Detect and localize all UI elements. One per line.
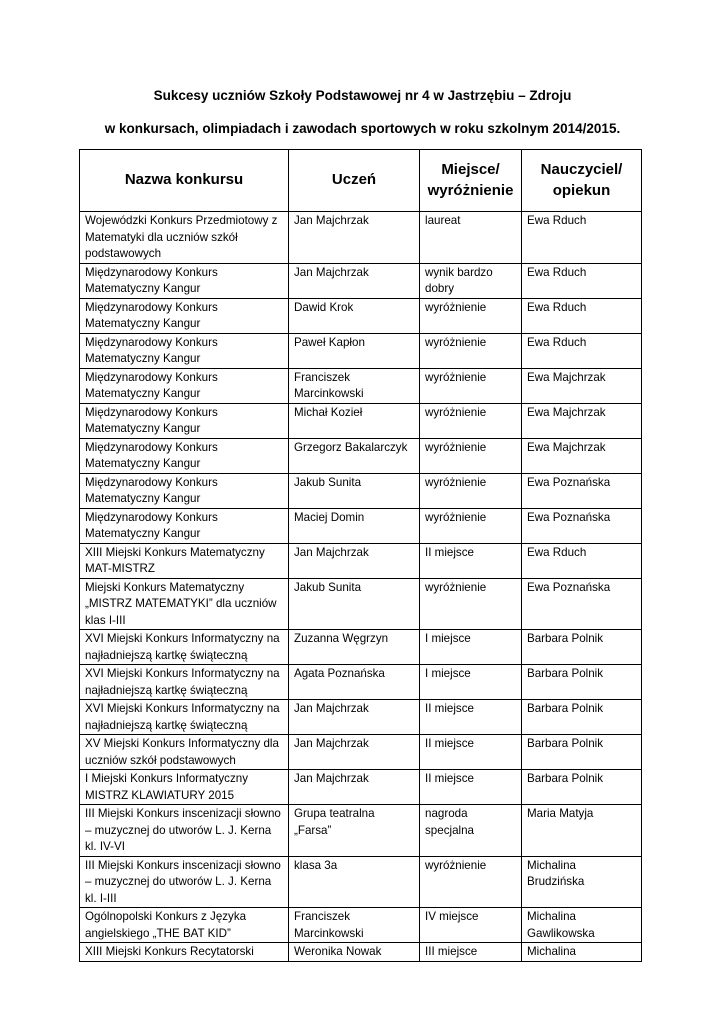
cell-student: Agata Poznańska [289,665,420,700]
cell-teacher: Ewa Rduch [522,263,642,298]
cell-teacher: Ewa Rduch [522,543,642,578]
table-row [80,403,642,438]
cell-contest: I Miejski Konkurs Informatyczny MISTRZ KLAWIATURY 2015 [80,770,289,805]
cell-place: wyróżnienie [420,368,522,403]
header-contest: Nazwa konkursu [80,150,289,212]
cell-contest: Wojewódzki Konkurs Przedmiotowy z Matematyki dla uczniów szkół podstawowych [80,212,289,264]
cell-teacher: Barbara Polnik [522,630,642,665]
table-row [80,438,642,473]
cell-contest: XVI Miejski Konkurs Informatyczny na najładniejszą kartkę świąteczną [80,665,289,700]
cell-place: wyróżnienie [420,333,522,368]
cell-student: Jan Majchrzak [289,770,420,805]
table-row [80,630,642,665]
cell-student: Jan Majchrzak [289,212,420,264]
cell-place: wynik bardzo dobry [420,263,522,298]
results-table [79,149,642,962]
table-row [80,943,642,962]
table-row [80,543,642,578]
cell-contest: XVI Miejski Konkurs Informatyczny na najładniejszą kartkę świąteczną [80,700,289,735]
cell-contest: Międzynarodowy Konkurs Matematyczny Kangur [80,438,289,473]
cell-student: Maciej Domin [289,508,420,543]
header-teacher: Nauczyciel/ opiekun [522,150,642,212]
header-student: Uczeń [289,150,420,212]
cell-student: Jan Majchrzak [289,735,420,770]
table-row [80,298,642,333]
cell-place: wyróżnienie [420,578,522,630]
cell-place: II miejsce [420,700,522,735]
cell-teacher: Michalina Gawlikowska [522,908,642,943]
cell-student: Dawid Krok [289,298,420,333]
cell-teacher: Maria Matyja [522,805,642,857]
cell-contest: Międzynarodowy Konkurs Matematyczny Kangur [80,473,289,508]
document-title: Sukcesy uczniów Szkoły Podstawowej nr 4 w Jastrzębiu – Zdroju [153,88,572,103]
cell-student: Jakub Sunita [289,473,420,508]
cell-contest: Międzynarodowy Konkurs Matematyczny Kangur [80,403,289,438]
cell-place: II miejsce [420,735,522,770]
table-row [80,578,642,630]
cell-student: Zuzanna Węgrzyn [289,630,420,665]
cell-place: laureat [420,212,522,264]
cell-teacher: Barbara Polnik [522,770,642,805]
cell-student: Grzegorz Bakalarczyk [289,438,420,473]
cell-place: wyróżnienie [420,438,522,473]
table-row [80,856,642,908]
cell-teacher: Ewa Poznańska [522,578,642,630]
table-row [80,368,642,403]
cell-teacher: Barbara Polnik [522,735,642,770]
cell-teacher: Barbara Polnik [522,665,642,700]
cell-student: Michał Kozieł [289,403,420,438]
cell-place: wyróżnienie [420,508,522,543]
cell-contest: Międzynarodowy Konkurs Matematyczny Kangur [80,298,289,333]
cell-student: Jan Majchrzak [289,543,420,578]
cell-teacher: Barbara Polnik [522,700,642,735]
cell-contest: XIII Miejski Konkurs Matematyczny MAT-MISTRZ [80,543,289,578]
cell-contest: Międzynarodowy Konkurs Matematyczny Kangur [80,333,289,368]
cell-student: Franciszek Marcinkowski [289,908,420,943]
cell-place: wyróżnienie [420,473,522,508]
cell-student: Grupa teatralna „Farsa” [289,805,420,857]
cell-contest: XV Miejski Konkurs Informatyczny dla uczniów szkół podstawowych [80,735,289,770]
cell-contest: XVI Miejski Konkurs Informatyczny na najładniejszą kartkę świąteczną [80,630,289,665]
table-row [80,735,642,770]
cell-place: I miejsce [420,630,522,665]
cell-teacher: Ewa Rduch [522,298,642,333]
cell-contest: Międzynarodowy Konkurs Matematyczny Kangur [80,263,289,298]
cell-contest: Miejski Konkurs Matematyczny „MISTRZ MATEMATYKI” dla uczniów klas I-III [80,578,289,630]
table-row [80,805,642,857]
cell-place: II miejsce [420,770,522,805]
cell-teacher: Michalina Brudzińska [522,856,642,908]
cell-place: wyróżnienie [420,856,522,908]
document-subtitle: w konkursach, olimpiadach i zawodach sportowych w roku szkolnym 2014/2015. [104,121,621,136]
cell-place: wyróżnienie [420,298,522,333]
table-row [80,263,642,298]
cell-teacher: Ewa Majchrzak [522,438,642,473]
cell-student: Jakub Sunita [289,578,420,630]
cell-contest: Międzynarodowy Konkurs Matematyczny Kangur [80,508,289,543]
cell-student: Paweł Kapłon [289,333,420,368]
cell-teacher: Michalina [522,943,642,962]
table-row [80,700,642,735]
cell-contest: Międzynarodowy Konkurs Matematyczny Kangur [80,368,289,403]
cell-student: Jan Majchrzak [289,700,420,735]
cell-contest: III Miejski Konkurs inscenizacji słowno – muzycznej do utworów L. J. Kerna kl. IV-VI [80,805,289,857]
cell-student: Jan Majchrzak [289,263,420,298]
cell-place: wyróżnienie [420,403,522,438]
cell-place: II miejsce [420,543,522,578]
cell-place: IV miejsce [420,908,522,943]
cell-student: Weronika Nowak [289,943,420,962]
cell-place: III miejsce [420,943,522,962]
table-row [80,908,642,943]
table-row [80,770,642,805]
cell-place: I miejsce [420,665,522,700]
table-row [80,665,642,700]
cell-student: Franciszek Marcinkowski [289,368,420,403]
cell-teacher: Ewa Majchrzak [522,403,642,438]
cell-teacher: Ewa Rduch [522,212,642,264]
header-place: Miejsce/ wyróżnienie [420,150,522,212]
table-row [80,212,642,264]
cell-teacher: Ewa Rduch [522,333,642,368]
cell-place: nagroda specjalna [420,805,522,857]
table-row [80,473,642,508]
cell-teacher: Ewa Poznańska [522,473,642,508]
cell-teacher: Ewa Poznańska [522,508,642,543]
cell-teacher: Ewa Majchrzak [522,368,642,403]
table-header-row [80,150,642,212]
cell-contest: Ogólnopolski Konkurs z Języka angielskiego „THE BAT KID” [80,908,289,943]
cell-student: klasa 3a [289,856,420,908]
cell-contest: XIII Miejski Konkurs Recytatorski [80,943,289,962]
table-row [80,508,642,543]
table-row [80,333,642,368]
cell-contest: III Miejski Konkurs inscenizacji słowno – muzycznej do utworów L. J. Kerna kl. I-III [80,856,289,908]
